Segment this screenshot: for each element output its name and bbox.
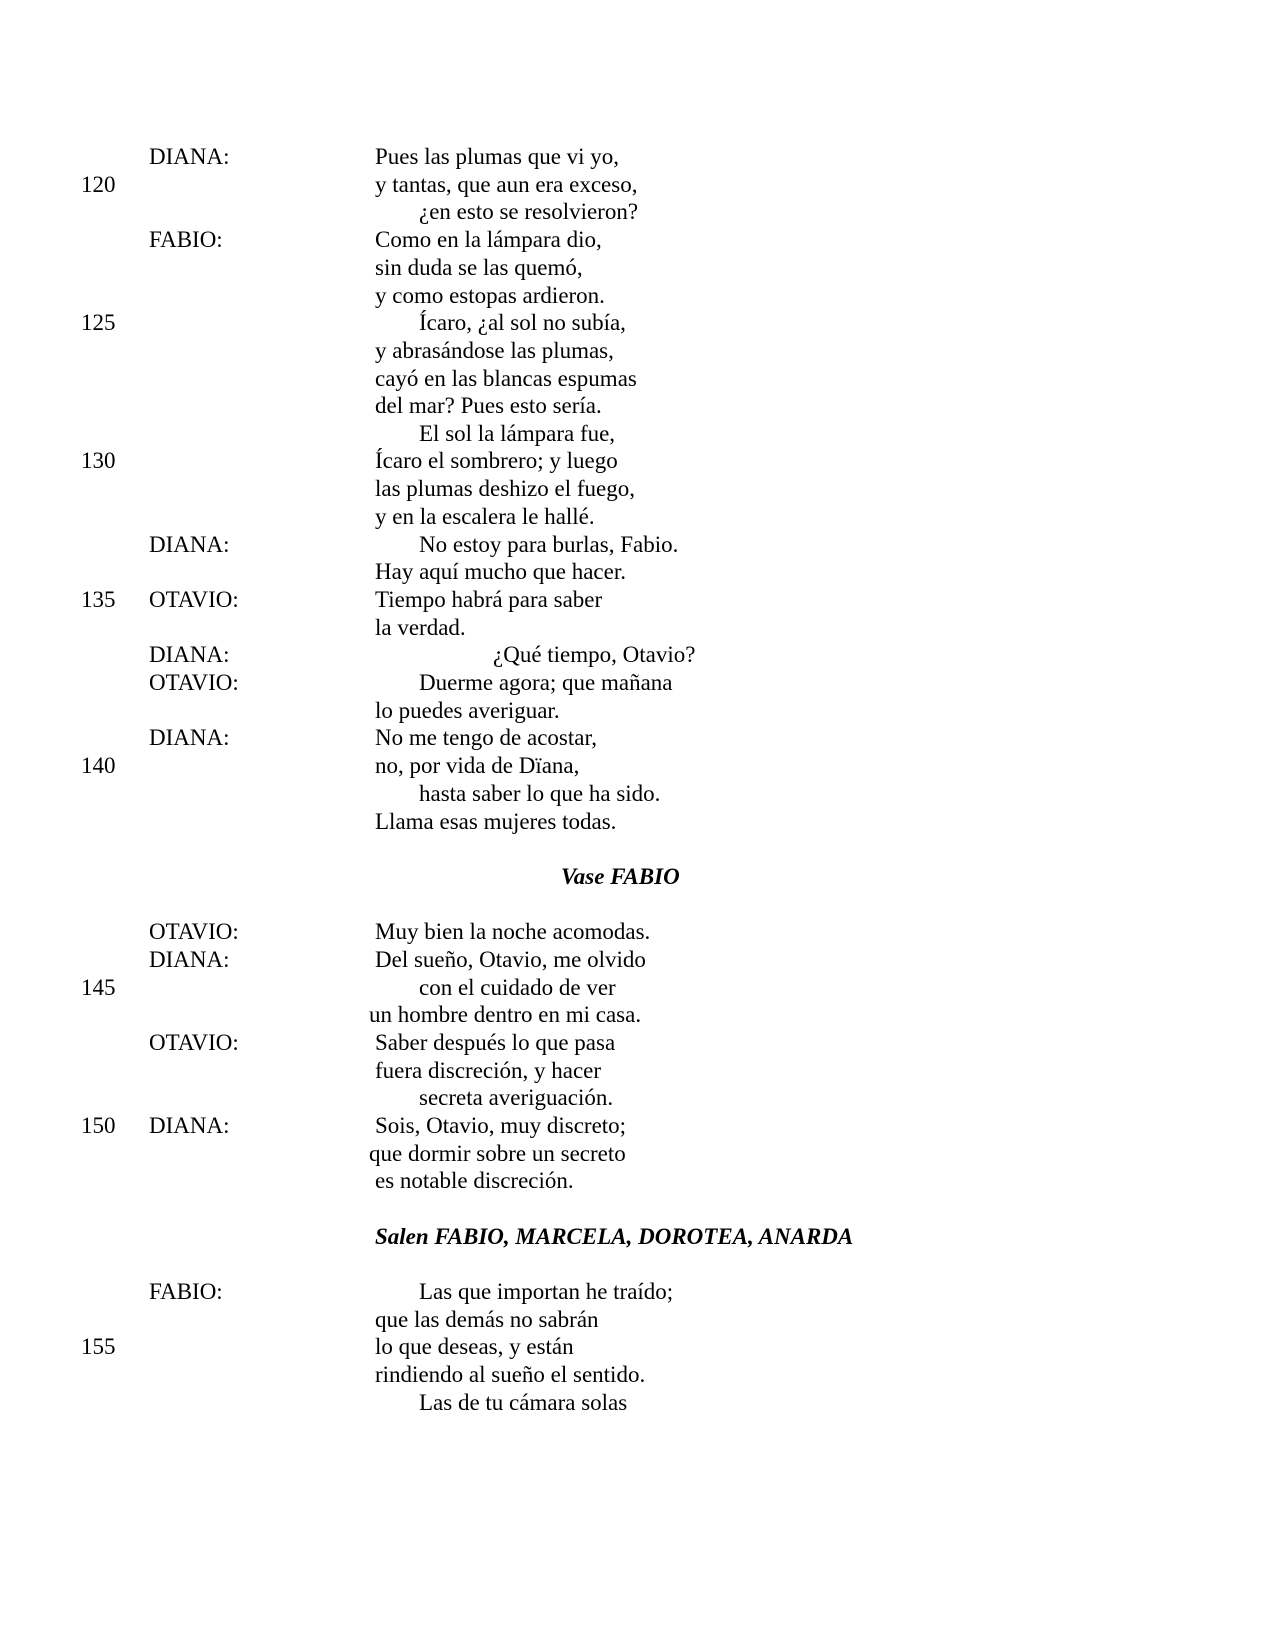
verse-text: y tantas, que aun era exceso, bbox=[375, 172, 638, 197]
verse-line bbox=[0, 1056, 1275, 1085]
verse-line bbox=[0, 197, 1275, 226]
verse-text: Muy bien la noche acomodas. bbox=[375, 919, 651, 944]
verse-line bbox=[0, 668, 1275, 697]
verse-text: ¿en esto se resolvieron? bbox=[419, 199, 639, 224]
verse-line bbox=[0, 170, 1275, 199]
speaker-name: FABIO: bbox=[149, 227, 223, 252]
verse-line bbox=[0, 696, 1275, 725]
verse-text: un hombre dentro en mi casa. bbox=[369, 1002, 642, 1027]
line-number: 120 bbox=[81, 172, 116, 197]
verse-line bbox=[0, 613, 1275, 642]
speaker-name: DIANA: bbox=[149, 725, 230, 750]
verse-line bbox=[0, 1000, 1275, 1029]
verse-text: lo puedes averiguar. bbox=[375, 698, 560, 723]
line-number: 130 bbox=[81, 448, 116, 473]
speaker-name: OTAVIO: bbox=[149, 1030, 239, 1055]
verse-text: No me tengo de acostar, bbox=[375, 725, 597, 750]
verse-text: la verdad. bbox=[375, 615, 466, 640]
verse-line bbox=[0, 225, 1275, 254]
verse-text: no, por vida de Dïana, bbox=[375, 753, 580, 778]
verse-text: Llama esas mujeres todas. bbox=[375, 809, 617, 834]
verse-line bbox=[0, 446, 1275, 475]
verse-line bbox=[0, 640, 1275, 669]
verse-text: y en la escalera le hallé. bbox=[375, 504, 595, 529]
verse-text: Saber después lo que pasa bbox=[375, 1030, 616, 1055]
speaker-name: OTAVIO: bbox=[149, 587, 239, 612]
verse-text: Ícaro el sombrero; y luego bbox=[375, 448, 618, 473]
verse-text: No estoy para burlas, Fabio. bbox=[419, 532, 679, 557]
verse-line bbox=[0, 779, 1275, 808]
verse-text: es notable discreción. bbox=[375, 1168, 574, 1193]
stage-direction-line bbox=[0, 1222, 1275, 1251]
speaker-name: OTAVIO: bbox=[149, 670, 239, 695]
verse-text: Hay aquí mucho que hacer. bbox=[375, 559, 626, 584]
speaker-name: DIANA: bbox=[149, 144, 230, 169]
verse-line bbox=[0, 1111, 1275, 1140]
verse-line bbox=[0, 391, 1275, 420]
verse-text: Como en la lámpara dio, bbox=[375, 227, 602, 252]
verse-line bbox=[0, 1360, 1275, 1389]
verse-text: lo que deseas, y están bbox=[375, 1334, 574, 1359]
verse-text: con el cuidado de ver bbox=[419, 975, 616, 1000]
verse-text: sin duda se las quemó, bbox=[375, 255, 583, 280]
verse-line bbox=[0, 723, 1275, 752]
speaker-name: DIANA: bbox=[149, 947, 230, 972]
speaker-name: OTAVIO: bbox=[149, 919, 239, 944]
verse-text: que las demás no sabrán bbox=[375, 1307, 599, 1332]
verse-text: ¿Qué tiempo, Otavio? bbox=[493, 642, 696, 667]
verse-line bbox=[0, 1277, 1275, 1306]
verse-text: y abrasándose las plumas, bbox=[375, 338, 614, 363]
speaker-name: FABIO: bbox=[149, 1279, 223, 1304]
stage-direction-line bbox=[0, 862, 1275, 891]
verse-text: Tiempo habrá para saber bbox=[375, 587, 603, 612]
speaker-name: DIANA: bbox=[149, 642, 230, 667]
verse-text: Ícaro, ¿al sol no subía, bbox=[419, 310, 626, 335]
verse-text: las plumas deshizo el fuego, bbox=[375, 476, 635, 501]
verse-text: Pues las plumas que vi yo, bbox=[375, 144, 620, 169]
verse-line bbox=[0, 1139, 1275, 1168]
line-number: 125 bbox=[81, 310, 116, 335]
verse-line bbox=[0, 807, 1275, 836]
verse-text: y como estopas ardieron. bbox=[375, 283, 605, 308]
verse-line bbox=[0, 973, 1275, 1002]
verse-line bbox=[0, 142, 1275, 171]
verse-line bbox=[0, 917, 1275, 946]
verse-line bbox=[0, 1083, 1275, 1112]
verse-line bbox=[0, 502, 1275, 531]
stage-direction: Vase FABIO bbox=[561, 864, 680, 889]
verse-text: cayó en las blancas espumas bbox=[375, 366, 637, 391]
verse-text: El sol la lámpara fue, bbox=[419, 421, 616, 446]
verse-line bbox=[0, 557, 1275, 586]
verse-line bbox=[0, 281, 1275, 310]
verse-line bbox=[0, 751, 1275, 780]
verse-text: Del sueño, Otavio, me olvido bbox=[375, 947, 646, 972]
verse-line bbox=[0, 419, 1275, 448]
verse-line bbox=[0, 1305, 1275, 1334]
verse-line bbox=[0, 945, 1275, 974]
speaker-name: DIANA: bbox=[149, 532, 230, 557]
verse-line bbox=[0, 530, 1275, 559]
verse-text: Duerme agora; que mañana bbox=[419, 670, 673, 695]
verse-text: hasta saber lo que ha sido. bbox=[419, 781, 661, 806]
line-number: 135 bbox=[81, 587, 116, 612]
verse-line bbox=[0, 364, 1275, 393]
verse-line bbox=[0, 1388, 1275, 1417]
verse-line bbox=[0, 1332, 1275, 1361]
verse-text: fuera discreción, y hacer bbox=[375, 1058, 602, 1083]
verse-text: Sois, Otavio, muy discreto; bbox=[375, 1113, 627, 1138]
verse-line bbox=[0, 1028, 1275, 1057]
speaker-name: DIANA: bbox=[149, 1113, 230, 1138]
verse-text: Las que importan he traído; bbox=[419, 1279, 674, 1304]
verse-line bbox=[0, 308, 1275, 337]
verse-line bbox=[0, 474, 1275, 503]
line-number: 140 bbox=[81, 753, 116, 778]
verse-line bbox=[0, 585, 1275, 614]
verse-text: rindiendo al sueño el sentido. bbox=[375, 1362, 646, 1387]
verse-text: del mar? Pues esto sería. bbox=[375, 393, 602, 418]
verse-line bbox=[0, 1166, 1275, 1195]
verse-line bbox=[0, 253, 1275, 282]
stage-direction: Salen FABIO, MARCELA, DOROTEA, ANARDA bbox=[375, 1224, 854, 1249]
verse-text: Las de tu cámara solas bbox=[419, 1390, 628, 1415]
line-number: 145 bbox=[81, 975, 116, 1000]
verse-text: secreta averiguación. bbox=[419, 1085, 614, 1110]
verse-line bbox=[0, 336, 1275, 365]
line-number: 150 bbox=[81, 1113, 116, 1138]
line-number: 155 bbox=[81, 1334, 116, 1359]
verse-text: que dormir sobre un secreto bbox=[369, 1141, 626, 1166]
